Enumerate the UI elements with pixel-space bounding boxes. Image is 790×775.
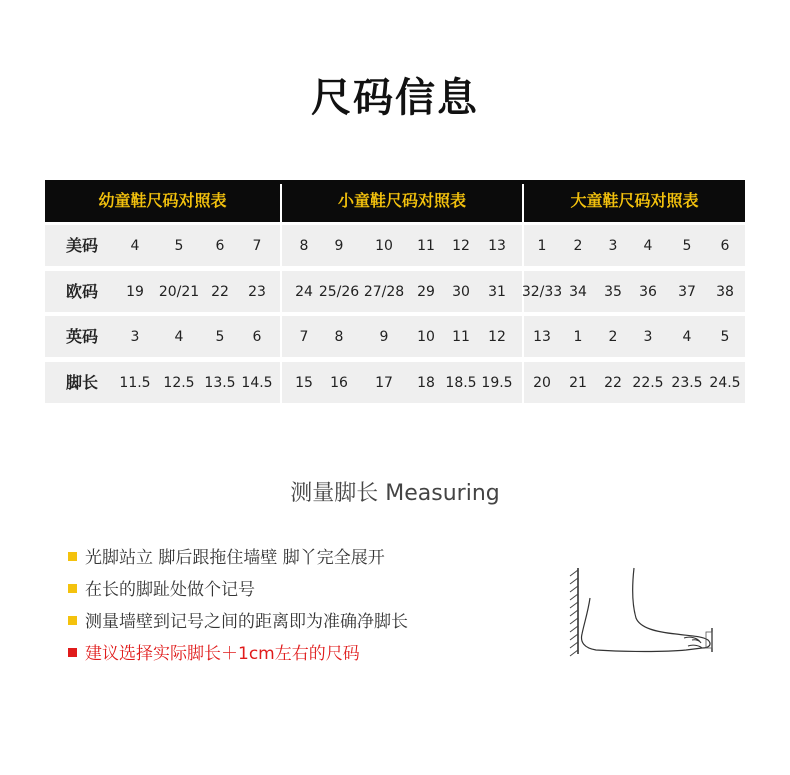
instruction-item	[68, 608, 548, 640]
square-bullet-icon	[68, 584, 77, 593]
header-little-kid-chart: 小童鞋尺码对照表	[337, 191, 466, 210]
measuring-subtitle: 测量脚长 Measuring	[290, 481, 500, 506]
table-cell: 31	[488, 284, 506, 300]
table-row-uk-size	[45, 316, 745, 357]
table-cell: 14.5	[241, 375, 273, 391]
table-cell: 4	[643, 238, 653, 254]
table-cell: 25/26	[318, 284, 360, 300]
table-cell: 36	[639, 284, 657, 300]
size-chart-table	[45, 180, 745, 392]
table-cell: 3	[130, 329, 140, 345]
table-cell: 37	[678, 284, 696, 300]
table-cell: 6	[720, 238, 730, 254]
square-bullet-icon	[68, 648, 77, 657]
table-cell: 9	[334, 238, 344, 254]
table-cell: 13.5	[204, 375, 236, 391]
table-cell: 20	[533, 375, 551, 391]
instruction-item	[68, 576, 548, 608]
table-cell: 18	[417, 375, 435, 391]
table-cell: 16	[330, 375, 348, 391]
table-cell: 5	[174, 238, 184, 254]
table-cell: 17	[375, 375, 393, 391]
table-cell: 23.5	[671, 375, 703, 391]
table-cell: 5	[215, 329, 225, 345]
table-cell: 19.5	[481, 375, 513, 391]
table-cell: 11.5	[119, 375, 151, 391]
table-cell: 22	[604, 375, 622, 391]
table-cell: 38	[716, 284, 734, 300]
table-cell: 13	[533, 329, 551, 345]
table-cell: 23	[248, 284, 266, 300]
row-label: 欧码	[65, 282, 98, 301]
table-header-row	[45, 180, 745, 222]
table-cell: 3	[608, 238, 618, 254]
table-cell: 1	[537, 238, 547, 254]
table-cell: 6	[252, 329, 262, 345]
table-cell: 4	[682, 329, 692, 345]
table-cell: 12	[488, 329, 506, 345]
table-cell: 2	[608, 329, 618, 345]
measuring-instructions	[68, 544, 548, 672]
table-cell: 24	[295, 284, 313, 300]
table-cell: 6	[215, 238, 225, 254]
table-cell: 5	[720, 329, 730, 345]
header-toddler-chart: 幼童鞋尺码对照表	[98, 191, 227, 210]
row-label: 美码	[65, 236, 98, 255]
table-cell: 15	[295, 375, 313, 391]
table-row-eu-size	[45, 271, 745, 312]
table-cell: 4	[174, 329, 184, 345]
table-cell: 12	[452, 238, 470, 254]
table-cell: 22	[211, 284, 229, 300]
table-cell: 21	[569, 375, 587, 391]
table-cell: 7	[252, 238, 262, 254]
row-label: 脚长	[65, 373, 98, 392]
table-cell: 22.5	[632, 375, 664, 391]
table-cell: 10	[417, 329, 435, 345]
instruction-text: 在长的脚趾处做个记号	[85, 580, 255, 600]
row-label: 英码	[65, 327, 98, 346]
instruction-item	[68, 544, 548, 576]
page-title: 尺码信息	[311, 75, 479, 121]
square-bullet-icon	[68, 552, 77, 561]
instruction-text: 测量墙壁到记号之间的距离即为准确净脚长	[85, 612, 408, 632]
header-big-kid-chart: 大童鞋尺码对照表	[570, 191, 699, 210]
table-cell: 11	[417, 238, 435, 254]
table-row-foot-length	[45, 362, 745, 403]
table-cell: 13	[488, 238, 506, 254]
table-cell: 2	[573, 238, 583, 254]
table-cell: 35	[604, 284, 622, 300]
table-cell: 9	[379, 329, 389, 345]
table-cell: 34	[569, 284, 587, 300]
table-cell: 29	[417, 284, 435, 300]
instruction-item-recommendation	[68, 640, 548, 672]
table-cell: 11	[452, 329, 470, 345]
table-cell: 10	[375, 238, 393, 254]
square-bullet-icon	[68, 616, 77, 625]
instruction-text: 光脚站立 脚后跟拖住墙壁 脚丫完全展开	[85, 548, 385, 568]
table-cell: 8	[334, 329, 344, 345]
table-row-us-size	[45, 225, 745, 266]
table-cell: 5	[682, 238, 692, 254]
foot-measurement-icon	[566, 566, 726, 666]
table-cell: 32/33	[521, 284, 563, 300]
table-cell: 20/21	[158, 284, 200, 300]
table-cell: 19	[126, 284, 144, 300]
table-cell: 12.5	[163, 375, 195, 391]
table-cell: 1	[573, 329, 583, 345]
table-cell: 18.5	[445, 375, 477, 391]
table-cell: 8	[299, 238, 309, 254]
table-cell: 24.5	[709, 375, 741, 391]
table-cell: 3	[643, 329, 653, 345]
instruction-text: 建议选择实际脚长＋1cm左右的尺码	[85, 644, 360, 664]
table-cell: 4	[130, 238, 140, 254]
table-cell: 27/28	[363, 284, 405, 300]
table-cell: 7	[299, 329, 309, 345]
table-cell: 30	[452, 284, 470, 300]
